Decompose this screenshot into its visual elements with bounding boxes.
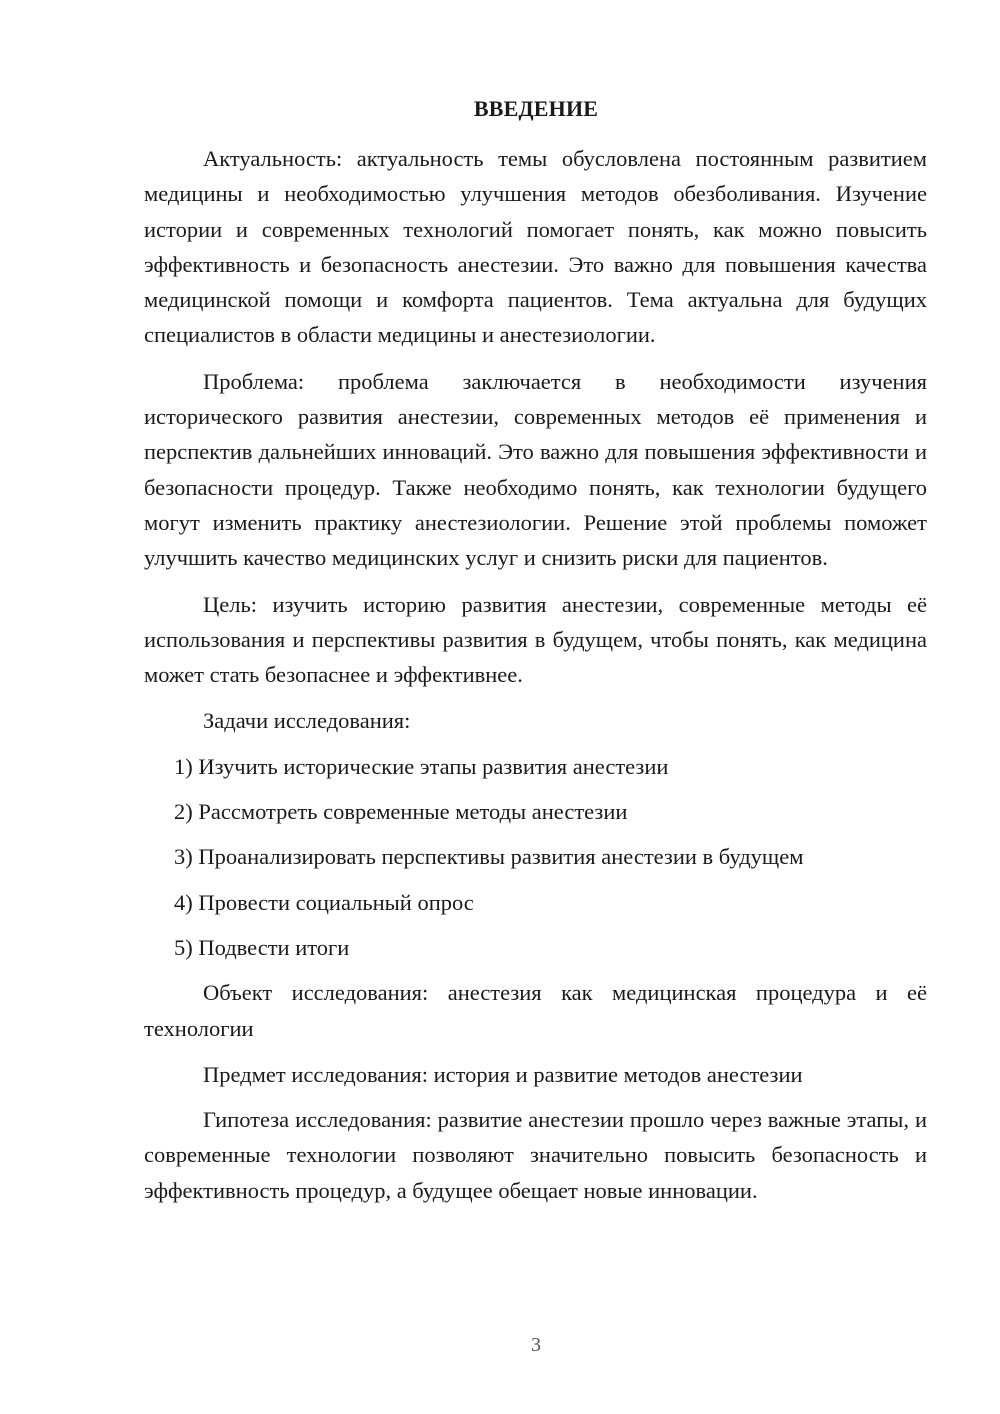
problem-paragraph: Проблема: проблема заключается в необходимости изучения исторического развития анестезии, современных методов её применения и перспектив дальнейших инноваций. Это важно для повышения эффективности и безопасности процедур. Также необходимо понять, как технологии будущего могут изменить практику анестезиологии. Решение этой проблемы поможет улучшить качество медицинских услуг и снизить риски для пациентов. [144,368,927,571]
hypothesis-paragraph: Гипотеза исследования: развитие анестезии прошло через важные этапы, и современные технологии позволяют значительно повысить безопасность и эффективность процедур, а будущее обещает новые инновации. [144,1107,927,1203]
page-number: 3 [531,1334,541,1356]
list-item: 4) Провести социальный опрос [174,889,474,915]
goal-paragraph: Цель: изучить историю развития анестезии, современные методы её использования и перспективы развития в будущем, чтобы понять, как медицина может стать безопаснее и эффективнее. [144,591,927,688]
relevance-paragraph: Актуальность: актуальность темы обусловлена постоянным развитием медицины и необходимостью улучшения методов обезболивания. Изучение истории и современных технологий помогает понять, как можно повысить эффективность и безопасность анестезии. Это важно для повышения качества медицинской помощи и комфорта пациентов. Тема актуальна для будущих специалистов в области медицины и анестезиологии. [144,146,927,348]
list-item: 2) Рассмотреть современные методы анестезии [174,799,628,825]
list-item: 3) Проанализировать перспективы развития анестезии в будущем [174,844,804,870]
tasks-heading: Задачи исследования: [203,708,411,734]
list-item: 5) Подвести итоги [174,934,350,960]
page-title: ВВЕДЕНИЕ [473,96,599,121]
object-paragraph: Объект исследования: анестезия как медицинская процедура и её технологии [144,980,927,1041]
list-item: 1) Изучить исторические этапы развития анестезии [174,753,669,779]
subject-paragraph: Предмет исследования: история и развитие методов анестезии [203,1061,803,1087]
document-body [144,141,927,1219]
tasks-list [144,749,927,965]
